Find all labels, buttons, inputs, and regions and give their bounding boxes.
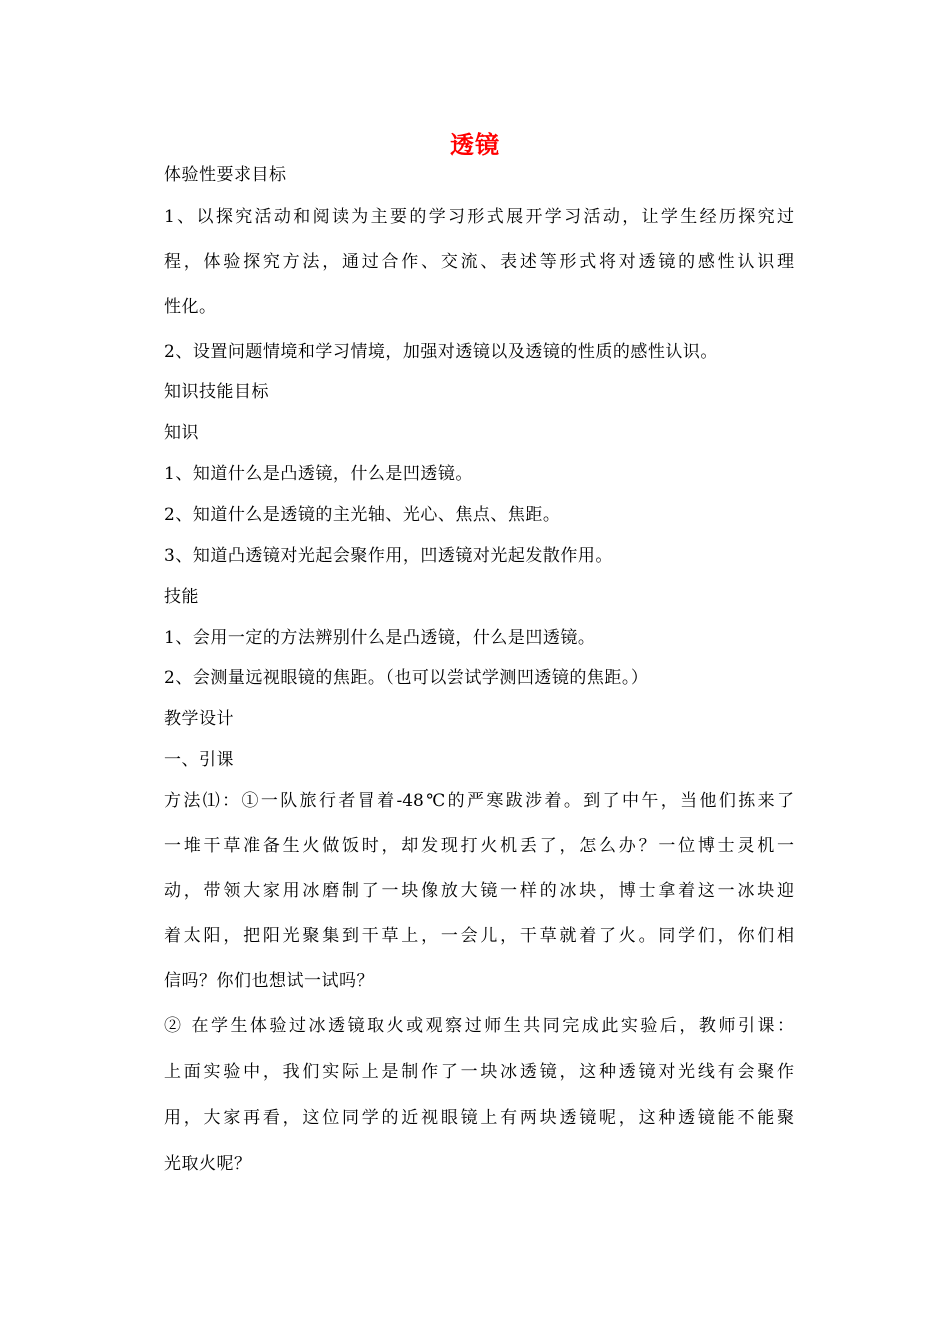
paragraph-line: 上面实验中，我们实际上是制作了一块冰透镜，这种透镜对光线有会聚作 [164,1062,794,1082]
paragraph-line: ② 在学生体验过冰透镜取火或观察过师生共同完成此实验后，教师引课： [164,1016,794,1036]
paragraph-line: 光取火呢？ [164,1154,252,1174]
paragraph-line: 动，带领大家用冰磨制了一块像放大镜一样的冰块，博士拿着这一冰块迎 [164,881,794,901]
list-item: 1、知道什么是凸透镜，什么是凹透镜。 [164,464,473,484]
section-heading-intro: 一、引课 [164,750,234,770]
heading-experiential-goals: 体验性要求目标 [164,165,287,185]
paragraph-line: 2、设置问题情境和学习情境，加强对透镜以及透镜的性质的感性认识。 [164,342,718,362]
subheading-skills: 技能 [164,587,199,607]
paragraph-line: 信吗？你们也想试一试吗？ [164,971,374,991]
heading-teaching-design: 教学设计 [164,709,234,729]
paragraph-line: 方法⑴：①一队旅行者冒着-48℃的严寒跋涉着。到了中午，当他们拣来了 [164,791,794,811]
subheading-knowledge: 知识 [164,423,199,443]
paragraph-line: 一堆干草准备生火做饭时，却发现打火机丢了，怎么办？一位博士灵机一 [164,836,794,856]
document-title: 透镜 [450,131,500,159]
list-item: 3、知道凸透镜对光起会聚作用，凹透镜对光起发散作用。 [164,546,613,566]
paragraph-line: 着太阳，把阳光聚集到干草上，一会儿，干草就着了火。同学们，你们相 [164,926,794,946]
list-item: 2、会测量远视眼镜的焦距。（也可以尝试学测凹透镜的焦距。） [164,668,649,688]
heading-knowledge-skill-goals: 知识技能目标 [164,382,269,402]
paragraph-line: 1、以探究活动和阅读为主要的学习形式展开学习活动，让学生经历探究过 [164,207,794,227]
list-item: 1、会用一定的方法辨别什么是凸透镜，什么是凹透镜。 [164,628,596,648]
paragraph-line: 程，体验探究方法，通过合作、交流、表述等形式将对透镜的感性认识理 [164,252,794,272]
paragraph-line: 性化。 [164,297,217,317]
list-item: 2、知道什么是透镜的主光轴、光心、焦点、焦距。 [164,505,561,525]
paragraph-line: 用，大家再看，这位同学的近视眼镜上有两块透镜呢，这种透镜能不能聚 [164,1108,794,1128]
